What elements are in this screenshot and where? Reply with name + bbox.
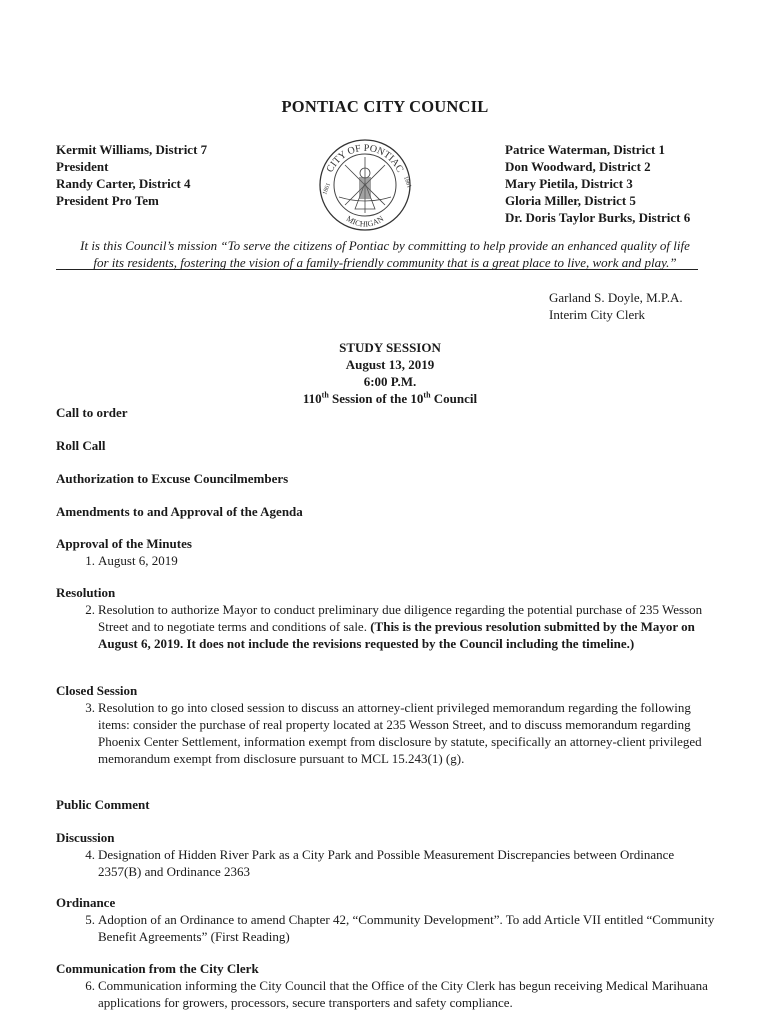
call-to-order: Call to order	[56, 405, 128, 420]
agenda-item-6: 6. Communication informing the City Council that the Office of the City Clerk has begun receiving Medical Marihuana applications for growers, processors, secure transporters and safety compliance.	[85, 978, 708, 1010]
member-district-2: Don Woodward, District 2	[505, 159, 651, 174]
role-president-pro-tem: President Pro Tem	[56, 193, 159, 208]
agenda-item-4: 4. Designation of Hidden River Park as a City Park and Possible Measurement Discrepancies between Ordinance 2357(B) and Ordinance 2363	[85, 847, 675, 879]
public-comment: Public Comment	[56, 797, 150, 812]
role-president: President	[56, 159, 109, 174]
seal-year-left: 1861	[322, 182, 332, 196]
clerk-block	[549, 289, 683, 323]
city-seal-icon	[309, 135, 421, 231]
ordinance-heading: Ordinance	[56, 895, 116, 910]
mission-line-1: It is this Council’s mission “To serve the citizens of Pontiac by committing to help provide an enhanced quality of life	[80, 238, 690, 253]
council-members-right	[505, 141, 690, 226]
agenda-item-5: 5. Adoption of an Ordinance to amend Chapter 42, “Community Development”. To add Article VII entitled “Community Benefit Agreements” (First Reading)	[85, 912, 715, 944]
closed-session-heading: Closed Session	[56, 683, 138, 698]
member-president: Kermit Williams, District 7	[56, 142, 208, 157]
session-info	[250, 339, 530, 407]
agenda-item-1: 1. August 6, 2019	[85, 553, 178, 568]
clerk-title: Interim City Clerk	[549, 307, 646, 322]
session-number: 110th Session of the 10th Council	[302, 390, 478, 406]
resolution-heading: Resolution	[56, 585, 116, 600]
amendments-agenda: Amendments to and Approval of the Agenda	[56, 504, 303, 519]
session-date: August 13, 2019	[345, 357, 435, 372]
member-district-3: Mary Pietila, District 3	[505, 176, 633, 191]
member-president-pro-tem: Randy Carter, District 4	[56, 176, 191, 191]
header-divider	[56, 269, 698, 270]
communication-heading: Communication from the City Clerk	[56, 961, 259, 976]
council-officers-left	[56, 141, 207, 209]
session-time: 6:00 P.M.	[363, 374, 417, 389]
authorization-excuse: Authorization to Excuse Councilmembers	[56, 471, 289, 486]
agenda-item-3: 3. Resolution to go into closed session to discuss an attorney-client privileged memorandum regarding the following items: consider the purchase of real property located at 235 Wesson Street, and to discuss memorandum regarding Phoenix Center Settlement, information exempt from disclosure by statute, specifically an attorney-client privileged memorandum exempt from disclosure pursuant to MCL 15.243(1) (g).	[85, 700, 702, 766]
seal-year-right: 1861	[402, 175, 412, 189]
member-district-6: Dr. Doris Taylor Burks, District 6	[505, 210, 691, 225]
page-title: PONTIAC CITY COUNCIL	[281, 97, 489, 116]
member-district-1: Patrice Waterman, District 1	[505, 142, 666, 157]
minutes-heading: Approval of the Minutes	[56, 536, 192, 551]
mission-statement	[40, 237, 730, 271]
discussion-heading: Discussion	[56, 830, 115, 845]
mission-line-2: for its residents, fostering the vision of a family-friendly community that is a great place to live, work and play.”	[93, 255, 677, 270]
session-type: STUDY SESSION	[339, 340, 441, 355]
seal-text-bottom: MICHIGAN	[344, 214, 386, 229]
clerk-name: Garland S. Doyle, M.P.A.	[549, 290, 683, 305]
agenda-item-2: 2. Resolution to authorize Mayor to conduct preliminary due diligence regarding the potential purchase of 235 Wesson Street and to negotiate terms and conditions of sale. (This is the previous resolution submitted by the Mayor on August 6, 2019. It does not include the revisions requested by the Council including the timeline.)	[85, 602, 703, 651]
roll-call: Roll Call	[56, 438, 106, 453]
member-district-5: Gloria Miller, District 5	[505, 193, 636, 208]
seal-text-top: CITY OF PONTIAC	[324, 142, 406, 175]
